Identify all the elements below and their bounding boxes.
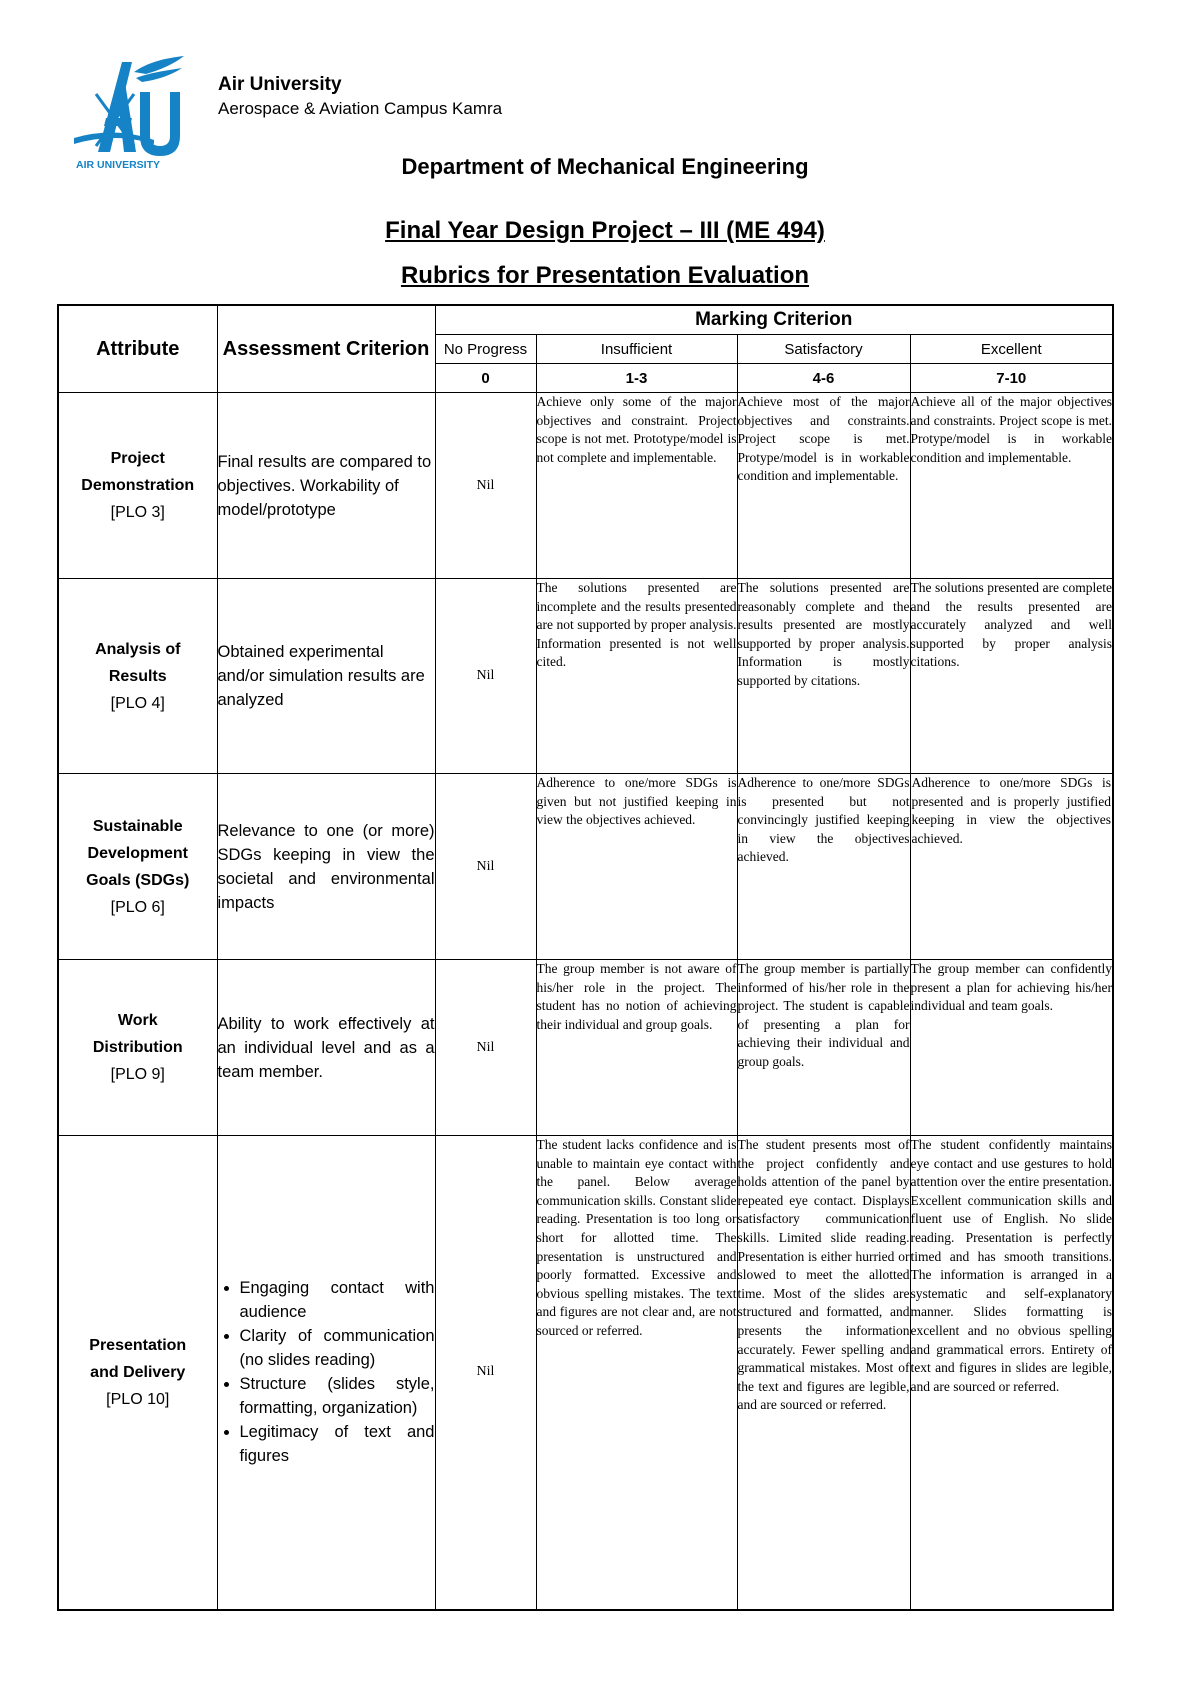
header-attribute: Attribute bbox=[58, 305, 217, 393]
assessment-criterion: Relevance to one (or more) SDGs keeping in view the societal and environmental impacts bbox=[217, 774, 435, 960]
assessment-criterion bbox=[217, 1136, 435, 1610]
satisfactory-cell: Achieve most of the major objectives and constraints. Project scope is met. Protype/model is in workable condition and implementable. bbox=[737, 393, 910, 579]
excellent-cell: Achieve all of the major objectives and constraints. Project scope is met. Protype/model is in workable condition and implementable. bbox=[910, 393, 1113, 579]
attribute-cell bbox=[58, 774, 217, 960]
attribute-name: Development bbox=[87, 844, 188, 862]
header-assessment-criterion: Assessment Criterion bbox=[217, 305, 435, 393]
plo-label: [PLO 4] bbox=[110, 694, 165, 712]
table-row bbox=[58, 774, 1113, 960]
course-title: Final Year Design Project – III (ME 494) bbox=[385, 217, 825, 244]
attribute-name: Analysis of bbox=[95, 640, 181, 658]
plo-label: [PLO 6] bbox=[110, 898, 165, 916]
criterion-bullet: • Engaging contact with audience bbox=[240, 1276, 435, 1324]
no-progress-cell: Nil bbox=[435, 393, 536, 579]
attribute-name: Results bbox=[108, 667, 167, 685]
plo-label: [PLO 10] bbox=[106, 1390, 170, 1408]
table-row bbox=[58, 960, 1113, 1136]
score-insufficient: 1-3 bbox=[536, 364, 737, 393]
attribute-cell bbox=[58, 1136, 217, 1610]
attribute-cell bbox=[58, 393, 217, 579]
no-progress-cell: Nil bbox=[435, 774, 536, 960]
attribute-cell bbox=[58, 579, 217, 774]
insufficient-cell: The solutions presented are incomplete and the results presented are not supported by proper analysis. Information presented is not well cited. bbox=[536, 579, 737, 774]
satisfactory-cell: The solutions presented are reasonably complete and the results presented are mostly supported by proper analysis. Information is mostly supported by citations. bbox=[737, 579, 910, 774]
assessment-criterion: Obtained experimental and/or simulation results are analyzed bbox=[217, 579, 435, 774]
satisfactory-cell: The student presents most of the project confidently and holds attention of the panel by repeated eye contact. Displays satisfactory communication skills. Limited slide reading. Presentation is either hurried or slowed to meet the allotted time. Most of the slides are structured and formatted, and presents the information accurately. Fewer spelling and grammatical mistakes. Most of the text and figures are legible, and are sourced or referred. bbox=[737, 1136, 910, 1610]
no-progress-cell: Nil bbox=[435, 1136, 536, 1610]
satisfactory-cell: The group member is partially informed of his/her role in the project. The student is capable of presenting a plan for achieving their individual and group goals. bbox=[737, 960, 910, 1136]
assessment-criterion: Ability to work effectively at an individual level and as a team member. bbox=[217, 960, 435, 1136]
rubric-table bbox=[57, 304, 1114, 1611]
excellent-cell: The group member can confidently present a plan for achieving his/her individual and team goals. bbox=[910, 960, 1113, 1136]
excellent-cell: The student confidently maintains eye contact and use gestures to hold attention over the entire presentation. Excellent communication skills and fluent use of English. No slide reading. Presentation is perfectly timed and has smooth transitions. The information is arranged in a systematic and self-explanatory manner. Slides formatting is excellent and no obvious spelling and grammatical errors. Entirety of text and figures in slides are legible, and are sourced or referred. bbox=[910, 1136, 1113, 1610]
table-row bbox=[58, 393, 1113, 579]
no-progress-cell: Nil bbox=[435, 579, 536, 774]
insufficient-cell: The group member is not aware of his/her role in the project. The student has no notion of achieving their individual and group goals. bbox=[536, 960, 737, 1136]
attribute-name: Demonstration bbox=[81, 477, 195, 494]
satisfactory-cell: Adherence to one/more SDGs is presented but not convincingly justified keeping in view the objectives achieved. bbox=[737, 774, 910, 960]
table-row bbox=[58, 579, 1113, 774]
attribute-name: Presentation bbox=[89, 1336, 187, 1354]
level-excellent: Excellent bbox=[910, 335, 1113, 364]
campus-name: Aerospace & Aviation Campus Kamra bbox=[218, 99, 503, 118]
criterion-bullet-list bbox=[218, 1276, 435, 1468]
attribute-name: Distribution bbox=[92, 1039, 183, 1056]
attribute-name: Goals (SDGs) bbox=[86, 871, 190, 889]
table-row bbox=[58, 1136, 1113, 1610]
attribute-cell bbox=[58, 960, 217, 1136]
criterion-bullet: • Clarity of communication (no slides reading) bbox=[240, 1324, 435, 1372]
insufficient-cell: Adherence to one/more SDGs is given but not justified keeping in view the objectives achieved. bbox=[536, 774, 737, 960]
plo-label: [PLO 9] bbox=[110, 1066, 165, 1083]
no-progress-cell: Nil bbox=[435, 960, 536, 1136]
level-satisfactory: Satisfactory bbox=[737, 335, 910, 364]
university-name: Air University bbox=[218, 74, 342, 95]
attribute-name: Sustainable bbox=[92, 817, 183, 835]
header-marking-criterion: Marking Criterion bbox=[435, 305, 1113, 335]
department-title: Department of Mechanical Engineering bbox=[401, 154, 809, 179]
level-insufficient: Insufficient bbox=[536, 335, 737, 364]
attribute-name: Work bbox=[117, 1012, 158, 1029]
insufficient-cell: The student lacks confidence and is unable to maintain eye contact with the panel. Below average communication skills. Constant slide reading. Presentation is too long or short for allotted time. The presentation is unstructured and poorly formatted. Excessive and obvious spelling mistakes. The text and figures are not clear and, are not sourced or referred. bbox=[536, 1136, 737, 1610]
criterion-bullet: • Structure (slides style, formatting, organization) bbox=[240, 1372, 435, 1420]
criterion-bullet: • Legitimacy of text and figures bbox=[240, 1420, 435, 1468]
excellent-cell: Adherence to one/more SDGs is presented and is properly justified keeping in view the objectives achieved. bbox=[910, 774, 1113, 960]
insufficient-cell: Achieve only some of the major objectives and constraint. Project scope is not met. Prototype/model is not complete and implementable. bbox=[536, 393, 737, 579]
attribute-name: Project bbox=[110, 450, 165, 467]
score-excellent: 7-10 bbox=[910, 364, 1113, 393]
score-satisfactory: 4-6 bbox=[737, 364, 910, 393]
logo-text: AIR UNIVERSITY bbox=[76, 159, 161, 171]
plo-label: [PLO 3] bbox=[110, 504, 165, 521]
excellent-cell: The solutions presented are complete and the results presented are accurately analyzed and well supported by proper analysis citations. bbox=[910, 579, 1113, 774]
score-no-progress: 0 bbox=[435, 364, 536, 393]
level-no-progress: No Progress bbox=[435, 335, 536, 364]
attribute-name: and Delivery bbox=[90, 1363, 186, 1381]
rubric-title: Rubrics for Presentation Evaluation bbox=[400, 262, 810, 289]
header-row-1 bbox=[58, 305, 1113, 335]
assessment-criterion: Final results are compared to objectives. Workability of model/prototype bbox=[217, 393, 435, 579]
